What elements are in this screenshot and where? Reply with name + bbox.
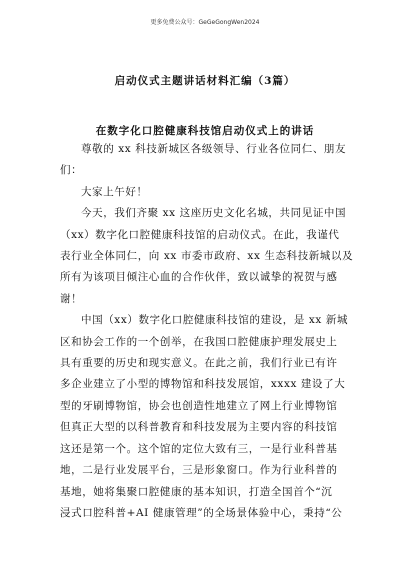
body-line: 地，二是行业发展平台，三是形象窗口。作为行业科普的	[60, 464, 338, 477]
section-title: 在数字化口腔健康科技馆启动仪式上的讲话	[95, 125, 315, 137]
body-line: 型的牙刷博物馆，协会也创造性地建立了网上行业博物馆	[60, 399, 338, 412]
body-line: 浸式口腔科普+AI 健康管理”的全场景体验中心，秉持“公	[60, 506, 343, 519]
body-line: 多企业建立了小型的博物馆和科技发展馆，xxxx 建设了大	[60, 378, 346, 391]
body-line: 基地，她将集聚口腔健康的基本知识，打造全国首个“沉	[60, 485, 333, 498]
body-line: （xx）数字化口腔健康科技馆的启动仪式。在此，我谨代	[60, 228, 340, 241]
body-line: 大家上午好！	[81, 185, 148, 198]
body-line: 谢！	[60, 292, 83, 305]
body-line: 今天，我们齐聚 xx 这座历史文化名城，共同见证中国	[81, 207, 347, 220]
body-line: 中国（xx）数字化口腔健康科技馆的建设，是 xx 新城	[81, 314, 349, 327]
body-line: 尊敬的 xx 科技新城区各级领导、行业各位同仁、朋友	[81, 143, 347, 155]
body-line: 区和协会工作的一个创举，在我国口腔健康护理发展史上	[60, 335, 338, 348]
body-line: 表行业全体同仁，向 xx 市委市政府、xx 生态科技新城以及	[60, 250, 354, 263]
body-line: 所有为该项目倾注心血的合作伙伴，致以诚挚的祝贺与感	[60, 271, 338, 284]
body-line: 具有重要的历史和现实意义。在此之前，我们行业已有许	[60, 357, 338, 370]
body-line: 们：	[60, 164, 83, 177]
header-note: 更多免费公众号：GeGeGongWen2024	[150, 19, 260, 26]
speech-body	[60, 139, 352, 524]
body-line: 但真正大型的以科普教育和科技发展为主要内容的科技馆	[60, 421, 338, 434]
body-line: 这还是第一个。这个馆的定位大致有三，一是行业科普基	[60, 442, 338, 455]
document-title: 启动仪式主题讲话材料汇编（3篇）	[114, 75, 296, 87]
